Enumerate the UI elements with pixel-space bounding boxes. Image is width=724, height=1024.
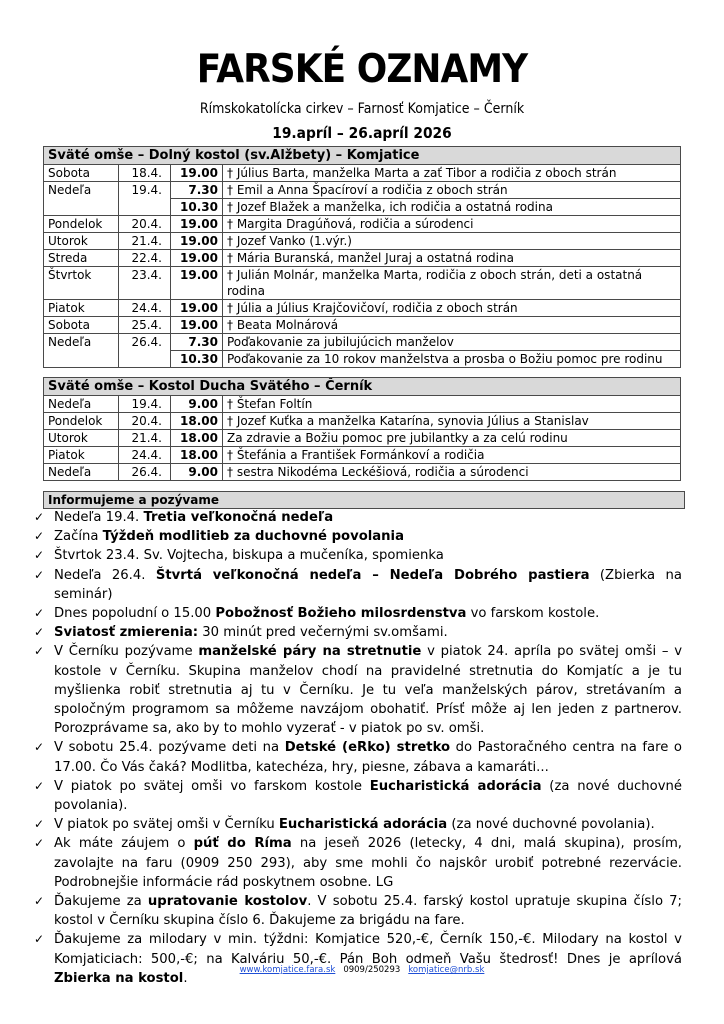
intention-cell: † Júlia a Július Krajčovičoví, rodičia z oboch strán	[223, 300, 681, 317]
day-cell: Nedeľa	[44, 182, 119, 199]
intention-cell: † Jozef Vanko (1.výr.)	[223, 233, 681, 250]
emphasis-text: manželské páry na stretnutie	[198, 644, 422, 660]
announcement-text: V Černíku pozývame	[54, 644, 199, 660]
time-cell: 19.00	[171, 250, 223, 267]
date-cell: 24.4.	[119, 447, 171, 464]
announcement-text: Ak máte záujem o	[54, 836, 194, 852]
announcement-text: .	[183, 970, 188, 986]
page-title: FARSKÉ OZNAMY	[196, 47, 528, 92]
announcement-item	[30, 623, 682, 642]
mass-row	[44, 250, 681, 267]
mass-table-komjatice	[43, 146, 681, 368]
announcement-item	[30, 566, 682, 604]
email-link[interactable]: komjatice@nrb.sk	[408, 965, 485, 975]
day-cell: Pondelok	[44, 413, 119, 430]
announcement-item	[30, 834, 682, 892]
day-cell: Štvrtok	[44, 267, 119, 300]
announcement-text: 30 minút pred večernými sv.omšami.	[198, 625, 448, 641]
checkmark-icon: ✓	[34, 740, 45, 755]
announcement-item	[30, 738, 682, 776]
mass-row	[44, 413, 681, 430]
time-cell: 18.00	[171, 413, 223, 430]
announcement-text: Ďakujeme za	[54, 894, 148, 910]
announcement-text: Dnes popoludní o 15.00	[54, 606, 216, 622]
announcement-text: vo farskom kostole.	[466, 606, 600, 622]
emphasis-text: upratovanie kostolov	[147, 894, 308, 910]
intention-cell: † Julián Molnár, manželka Marta, rodičia z oboch strán, deti a ostatná rodina	[223, 267, 681, 300]
date-cell	[119, 199, 171, 216]
emphasis-text: Eucharistická adorácia	[278, 817, 448, 833]
checkmark-icon: ✓	[34, 778, 45, 793]
announcement-text: v piatok 24. apríla po svätej omši – v kostole v Černíku. Skupina manželov chodí na pravidelné stretnutia do Komjatíc a je tu myšlienka robiť stretnutia aj tu v Černíku. Je tu veľa manželských párov, stretávaním a spoločným programom sa môžeme navzájom obohatiť. Prísť môže aj len jeden z partnerov. Porozprávame sa, ako by to mohlo vyzerať - v piatok po sv. omši.	[54, 644, 683, 737]
mass-table-cernik	[43, 377, 681, 481]
date-cell: 20.4.	[119, 413, 171, 430]
announcement-text: V piatok po svätej omši vo farskom kostole	[54, 778, 370, 794]
mass-row	[44, 165, 681, 182]
checkmark-icon: ✓	[34, 894, 45, 909]
table-heading: Sväté omše – Kostol Ducha Svätého – Černík	[44, 378, 681, 396]
announcement-text: . V sobotu 25.4. farský kostol upratuje skupina číslo 7; kostol v Černíku skupina číslo 6. Ďakujeme za brigádu na fare.	[54, 894, 682, 929]
announcement-item	[30, 527, 682, 546]
intention-cell: † Štefan Foltín	[223, 396, 681, 413]
checkmark-icon: ✓	[34, 625, 45, 640]
intention-cell: † Július Barta, manželka Marta a zať Tibor a rodičia z oboch strán	[223, 165, 681, 182]
day-cell: Utorok	[44, 233, 119, 250]
day-cell	[44, 351, 119, 368]
date-cell: 22.4.	[119, 250, 171, 267]
day-cell: Nedeľa	[44, 334, 119, 351]
mass-row	[44, 464, 681, 481]
time-cell: 7.30	[171, 334, 223, 351]
intention-cell: † Beata Molnárová	[223, 317, 681, 334]
intention-cell: Poďakovanie za jubilujúcich manželov	[223, 334, 681, 351]
date-range: 19.apríl – 26.apríl 2026	[272, 124, 452, 142]
announcement-item	[30, 815, 682, 834]
announcement-item	[30, 604, 682, 623]
checkmark-icon: ✓	[34, 567, 45, 582]
time-cell: 19.00	[171, 317, 223, 334]
checkmark-icon: ✓	[34, 529, 45, 544]
emphasis-text: púť do Ríma	[193, 836, 292, 852]
date-cell: 25.4.	[119, 317, 171, 334]
date-cell: 26.4.	[119, 334, 171, 351]
emphasis-text: Sviatosť zmierenia:	[54, 625, 199, 641]
mass-row	[44, 396, 681, 413]
mass-row	[44, 447, 681, 464]
time-cell: 19.00	[171, 165, 223, 182]
announcement-text: Ďakujeme za milodary v min. týždni: Komjatice 520,-€, Černík 150,-€. Milodary na kostol v Komjaticiach: 500,-€; na Kalváriu 50,-€. Pán Boh odmeň Vašu štedrosť! Dnes je aprílová	[54, 932, 682, 967]
announcement-text: (za nové duchovné povolania).	[54, 778, 682, 814]
emphasis-text: Eucharistická adorácia	[369, 778, 542, 794]
announcement-text: do Pastoračného centra na fare o 17.00. Čo Vás čaká? Modlitba, katechéza, hry, piesne, zábava a kamaráti...	[54, 740, 682, 775]
footer	[0, 964, 724, 976]
date-cell	[119, 351, 171, 368]
announcement-item	[30, 777, 682, 815]
intention-cell: † Emil a Anna Špacíroví a rodičia z oboch strán	[223, 182, 681, 199]
mass-row	[44, 351, 681, 368]
mass-row	[44, 216, 681, 233]
intention-cell: † Margita Dragúňová, rodičia a súrodenci	[223, 216, 681, 233]
date-cell: 23.4.	[119, 267, 171, 300]
time-cell: 19.00	[171, 300, 223, 317]
intention-cell: † Štefánia a František Formánkoví a rodičia	[223, 447, 681, 464]
mass-row	[44, 267, 681, 300]
mass-row	[44, 334, 681, 351]
intention-cell: † sestra Nikodéma Leckéšiová, rodičia a súrodenci	[223, 464, 681, 481]
time-cell: 10.30	[171, 199, 223, 216]
emphasis-text: Zbierka na kostol	[54, 970, 184, 986]
announcement-text: na jeseň 2026 (letecky, 4 dni, malá skupina), prosím, zavolajte na faru (0909 250 293), aby sme mohli čo najskôr urobiť potrebné rezervácie. Podrobnejšie informácie rád poskytnem osobne. LG	[54, 836, 682, 890]
date-cell: 18.4.	[119, 165, 171, 182]
checkmark-icon: ✓	[34, 932, 45, 947]
emphasis-text: Pobožnosť Božieho milosrdenstva	[215, 606, 467, 622]
time-cell: 19.00	[171, 267, 223, 300]
emphasis-text: Detské (eRko) stretko	[284, 740, 451, 756]
emphasis-text: Štvrtá veľkonočná nedeľa – Nedeľa Dobrého pastiera	[155, 567, 590, 583]
emphasis-text: Tretia veľkonočná nedeľa	[143, 510, 334, 525]
intention-cell: Za zdravie a Božiu pomoc pre jubilantky a za celú rodinu	[223, 430, 681, 447]
announcement-item	[30, 546, 682, 565]
intention-cell: † Mária Buranská, manžel Juraj a ostatná rodina	[223, 250, 681, 267]
day-cell: Utorok	[44, 430, 119, 447]
mass-row	[44, 430, 681, 447]
time-cell: 19.00	[171, 216, 223, 233]
day-cell: Piatok	[44, 447, 119, 464]
day-cell: Sobota	[44, 165, 119, 182]
announcement-text: (Zbierka na seminár)	[54, 567, 682, 602]
phone-number: 0909/250293	[343, 965, 401, 975]
intention-cell: † Jozef Kuťka a manželka Katarína, synovia Július a Stanislav	[223, 413, 681, 430]
announcement-text: (za nové duchovné povolania).	[447, 817, 655, 833]
time-cell: 19.00	[171, 233, 223, 250]
info-heading: Informujeme a pozývame	[43, 491, 685, 509]
date-cell: 19.4.	[119, 182, 171, 199]
intention-cell: Poďakovanie za 10 rokov manželstva a prosba o Božiu pomoc pre rodinu	[223, 351, 681, 368]
day-cell: Piatok	[44, 300, 119, 317]
mass-row	[44, 300, 681, 317]
checkmark-icon: ✓	[34, 817, 45, 832]
checkmark-icon: ✓	[34, 836, 45, 851]
checkmark-icon: ✓	[34, 644, 45, 659]
day-cell: Streda	[44, 250, 119, 267]
checkmark-icon: ✓	[34, 510, 45, 524]
date-cell: 21.4.	[119, 430, 171, 447]
day-cell: Nedeľa	[44, 396, 119, 413]
parish-subtitle: Rímskokatolícka cirkev – Farnosť Komjatice – Černík	[199, 101, 525, 117]
announcement-item	[30, 892, 682, 930]
date-cell: 26.4.	[119, 464, 171, 481]
time-cell: 10.30	[171, 351, 223, 368]
website-link[interactable]: www.komjatice.fara.sk	[239, 965, 336, 975]
announcement-text: V piatok po svätej omši v Černíku	[54, 817, 279, 833]
announcement-text: Začína	[54, 529, 103, 545]
mass-row	[44, 317, 681, 334]
date-cell: 20.4.	[119, 216, 171, 233]
time-cell: 9.00	[171, 396, 223, 413]
day-cell: Pondelok	[44, 216, 119, 233]
announcements-list	[30, 508, 682, 988]
checkmark-icon: ✓	[34, 606, 45, 621]
day-cell: Nedeľa	[44, 464, 119, 481]
announcement-text: Štvrtok 23.4. Sv. Vojtecha, biskupa a mučeníka, spomienka	[54, 548, 444, 564]
announcement-item	[30, 930, 682, 988]
time-cell: 7.30	[171, 182, 223, 199]
day-cell: Sobota	[44, 317, 119, 334]
date-cell: 19.4.	[119, 396, 171, 413]
time-cell: 18.00	[171, 430, 223, 447]
date-cell: 24.4.	[119, 300, 171, 317]
mass-row	[44, 233, 681, 250]
announcement-text: Nedeľa 26.4.	[54, 567, 156, 583]
announcement-text: V sobotu 25.4. pozývame deti na	[54, 740, 285, 756]
table-heading: Sväté omše – Dolný kostol (sv.Alžbety) – Komjatice	[44, 147, 681, 165]
emphasis-text: Týždeň modlitieb za duchovné povolania	[102, 529, 404, 545]
mass-row	[44, 182, 681, 199]
time-cell: 18.00	[171, 447, 223, 464]
announcement-item	[30, 508, 682, 527]
checkmark-icon: ✓	[34, 548, 45, 563]
date-cell: 21.4.	[119, 233, 171, 250]
day-cell	[44, 199, 119, 216]
announcement-item	[30, 642, 682, 738]
time-cell: 9.00	[171, 464, 223, 481]
mass-row	[44, 199, 681, 216]
announcement-text: Nedeľa 19.4.	[54, 510, 144, 525]
intention-cell: † Jozef Blažek a manželka, ich rodičia a ostatná rodina	[223, 199, 681, 216]
